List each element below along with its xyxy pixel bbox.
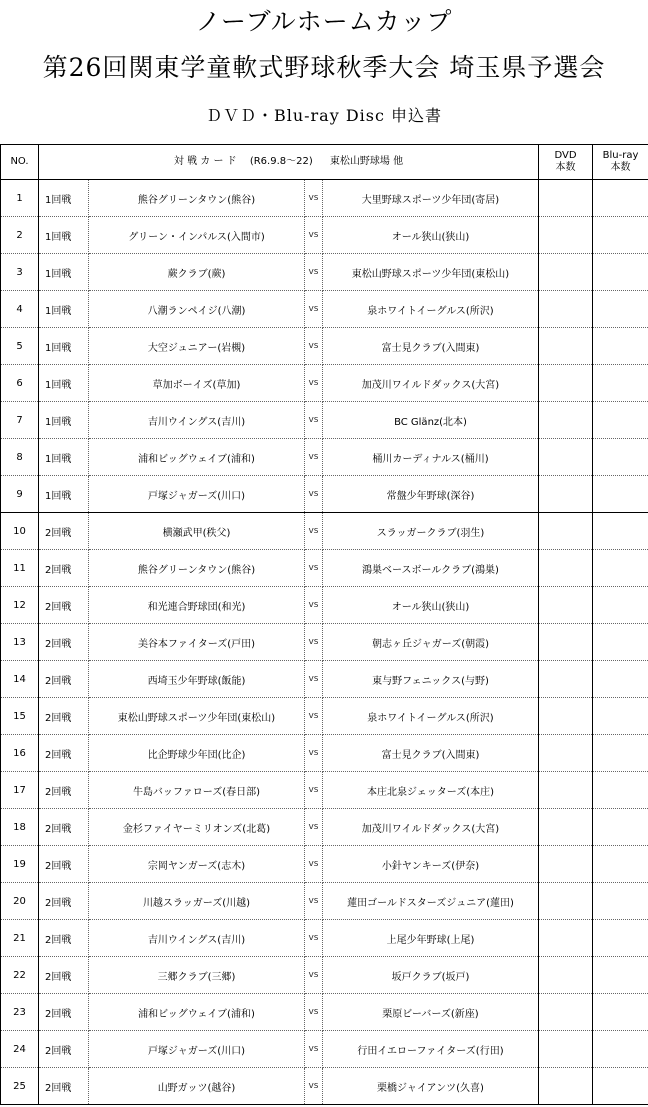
table-row [1, 402, 648, 439]
row-vs: vs [305, 883, 323, 920]
row-round: 1回戦 [39, 402, 89, 439]
table-row [1, 217, 648, 254]
form-name: ＤＶＤ・Blu-ray Disc 申込書 [205, 106, 443, 125]
row-away-team: 本庄北泉ジェッターズ(本庄) [323, 772, 539, 809]
row-home-team: 吉川ウイングス(吉川) [89, 920, 305, 957]
row-home-team: 戸塚ジャガーズ(川口) [89, 1031, 305, 1068]
row-vs: vs [305, 698, 323, 735]
row-number: 13 [1, 624, 39, 661]
table-row [1, 994, 648, 1031]
row-round: 2回戦 [39, 809, 89, 846]
header-bluray [593, 145, 648, 180]
row-vs: vs [305, 624, 323, 661]
row-vs: vs [305, 217, 323, 254]
row-number: 10 [1, 513, 39, 550]
table-row [1, 920, 648, 957]
dvd-quantity-cell[interactable] [539, 883, 593, 920]
table-row [1, 846, 648, 883]
header-match-label: 対 戦 カ ー ド [173, 156, 237, 167]
table-row [1, 624, 648, 661]
row-round: 1回戦 [39, 439, 89, 476]
row-away-team: 桶川カーディナルス(桶川) [323, 439, 539, 476]
table-row [1, 180, 648, 217]
page-title: ノーブルホームカップ [195, 7, 453, 36]
row-vs: vs [305, 846, 323, 883]
row-round: 2回戦 [39, 513, 89, 550]
page-subtitle: 第26回関東学童軟式野球秋季大会 埼玉県予選会 [42, 53, 606, 82]
row-home-team: 浦和ビッグウェイブ(浦和) [89, 994, 305, 1031]
row-number: 11 [1, 550, 39, 587]
row-number: 25 [1, 1068, 39, 1105]
row-number: 17 [1, 772, 39, 809]
dvd-quantity-cell[interactable] [539, 735, 593, 772]
table-row [1, 735, 648, 772]
row-away-team: 蓮田ゴールドスターズジュニア(蓮田) [323, 883, 539, 920]
row-round: 2回戦 [39, 1068, 89, 1105]
dvd-quantity-cell[interactable] [539, 624, 593, 661]
bluray-quantity-cell[interactable] [593, 217, 648, 254]
row-away-team: 東与野フェニックス(与野) [323, 661, 539, 698]
dvd-quantity-cell[interactable] [539, 328, 593, 365]
row-number: 7 [1, 402, 39, 439]
row-round: 2回戦 [39, 846, 89, 883]
dvd-quantity-cell[interactable] [539, 402, 593, 439]
row-away-team: スラッガークラブ(羽生) [323, 513, 539, 550]
row-away-team: 富士見クラブ(入間東) [323, 735, 539, 772]
table-row [1, 957, 648, 994]
header-bluray-line1: Blu-ray [602, 150, 639, 161]
dvd-quantity-cell[interactable] [539, 846, 593, 883]
row-number: 16 [1, 735, 39, 772]
dvd-quantity-cell[interactable] [539, 1068, 593, 1105]
table-row [1, 698, 648, 735]
row-away-team: 加茂川ワイルドダックス(大宮) [323, 365, 539, 402]
table-row [1, 809, 648, 846]
dvd-quantity-cell[interactable] [539, 698, 593, 735]
row-home-team: 戸塚ジャガーズ(川口) [89, 476, 305, 513]
row-round: 1回戦 [39, 254, 89, 291]
row-home-team: 東松山野球スポーツ少年団(東松山) [89, 698, 305, 735]
row-round: 2回戦 [39, 1031, 89, 1068]
row-number: 15 [1, 698, 39, 735]
row-number: 1 [1, 180, 39, 217]
row-vs: vs [305, 180, 323, 217]
bluray-quantity-cell[interactable] [593, 846, 648, 883]
header-dvd [539, 145, 593, 180]
row-vs: vs [305, 772, 323, 809]
bluray-quantity-cell[interactable] [593, 513, 648, 550]
row-vs: vs [305, 735, 323, 772]
row-home-team: グリーン・インパルス(入間市) [89, 217, 305, 254]
row-round: 2回戦 [39, 883, 89, 920]
row-vs: vs [305, 1031, 323, 1068]
table-row [1, 1068, 648, 1105]
bluray-quantity-cell[interactable] [593, 994, 648, 1031]
row-round: 2回戦 [39, 920, 89, 957]
row-number: 5 [1, 328, 39, 365]
row-vs: vs [305, 402, 323, 439]
row-home-team: 熊谷グリーンタウン(熊谷) [89, 180, 305, 217]
row-away-team: 加茂川ワイルドダックス(大宮) [323, 809, 539, 846]
row-home-team: 川越スラッガーズ(川越) [89, 883, 305, 920]
bluray-quantity-cell[interactable] [593, 957, 648, 994]
row-number: 14 [1, 661, 39, 698]
dvd-quantity-cell[interactable] [539, 920, 593, 957]
row-home-team: 蕨クラブ(蕨) [89, 254, 305, 291]
table-header-row [1, 145, 648, 180]
row-home-team: 宗岡ヤンガーズ(志木) [89, 846, 305, 883]
dvd-quantity-cell[interactable] [539, 1031, 593, 1068]
table-row [1, 513, 648, 550]
row-vs: vs [305, 994, 323, 1031]
row-away-team: 泉ホワイトイーグルス(所沢) [323, 698, 539, 735]
row-home-team: 草加ボーイズ(草加) [89, 365, 305, 402]
header-venue: 東松山野球場 他 [329, 156, 404, 167]
row-away-team: 東松山野球スポーツ少年団(東松山) [323, 254, 539, 291]
row-number: 23 [1, 994, 39, 1031]
row-away-team: オール狭山(狭山) [323, 587, 539, 624]
row-away-team: 富士見クラブ(入間東) [323, 328, 539, 365]
row-round: 2回戦 [39, 587, 89, 624]
bluray-quantity-cell[interactable] [593, 735, 648, 772]
row-away-team: 鴻巣ベースボールクラブ(鴻巣) [323, 550, 539, 587]
table-row [1, 550, 648, 587]
dvd-quantity-cell[interactable] [539, 217, 593, 254]
table-row [1, 254, 648, 291]
row-vs: vs [305, 1068, 323, 1105]
row-away-team: 栗橋ジャイアンツ(久喜) [323, 1068, 539, 1105]
row-vs: vs [305, 476, 323, 513]
header-match [39, 145, 539, 180]
row-away-team: 栗原ビーバーズ(新座) [323, 994, 539, 1031]
row-home-team: 牛島バッファローズ(春日部) [89, 772, 305, 809]
row-round: 1回戦 [39, 217, 89, 254]
bluray-quantity-cell[interactable] [593, 661, 648, 698]
dvd-quantity-cell[interactable] [539, 809, 593, 846]
bluray-quantity-cell[interactable] [593, 698, 648, 735]
bluray-quantity-cell[interactable] [593, 254, 648, 291]
bluray-quantity-cell[interactable] [593, 920, 648, 957]
table-row [1, 661, 648, 698]
table-row [1, 291, 648, 328]
row-number: 6 [1, 365, 39, 402]
dvd-quantity-cell[interactable] [539, 587, 593, 624]
bluray-quantity-cell[interactable] [593, 365, 648, 402]
bluray-quantity-cell[interactable] [593, 402, 648, 439]
dvd-quantity-cell[interactable] [539, 661, 593, 698]
row-number: 4 [1, 291, 39, 328]
bluray-quantity-cell[interactable] [593, 476, 648, 513]
dvd-quantity-cell[interactable] [539, 291, 593, 328]
row-vs: vs [305, 291, 323, 328]
bluray-quantity-cell[interactable] [593, 1031, 648, 1068]
row-number: 18 [1, 809, 39, 846]
header-dvd-line1: DVD [554, 150, 577, 161]
row-number: 19 [1, 846, 39, 883]
row-round: 1回戦 [39, 476, 89, 513]
dvd-quantity-cell[interactable] [539, 180, 593, 217]
row-vs: vs [305, 661, 323, 698]
row-round: 2回戦 [39, 957, 89, 994]
row-home-team: 八潮ランペイジ(八潮) [89, 291, 305, 328]
bluray-quantity-cell[interactable] [593, 587, 648, 624]
row-home-team: 三郷クラブ(三郷) [89, 957, 305, 994]
row-round: 2回戦 [39, 624, 89, 661]
row-round: 1回戦 [39, 291, 89, 328]
bluray-quantity-cell[interactable] [593, 883, 648, 920]
dvd-quantity-cell[interactable] [539, 772, 593, 809]
row-number: 20 [1, 883, 39, 920]
row-number: 9 [1, 476, 39, 513]
row-number: 2 [1, 217, 39, 254]
row-home-team: 山野ガッツ(越谷) [89, 1068, 305, 1105]
row-home-team: 大空ジュニアー(岩槻) [89, 328, 305, 365]
header-bluray-line2: 本数 [610, 162, 631, 173]
order-table [0, 144, 648, 1105]
dvd-quantity-cell[interactable] [539, 476, 593, 513]
row-number: 24 [1, 1031, 39, 1068]
row-home-team: 金杉ファイヤーミリオンズ(北葛) [89, 809, 305, 846]
bluray-quantity-cell[interactable] [593, 624, 648, 661]
row-number: 21 [1, 920, 39, 957]
table-row [1, 328, 648, 365]
row-vs: vs [305, 513, 323, 550]
header-no: NO. [1, 145, 39, 180]
bluray-quantity-cell[interactable] [593, 439, 648, 476]
table-body [1, 180, 648, 1105]
row-number: 8 [1, 439, 39, 476]
row-round: 2回戦 [39, 772, 89, 809]
row-home-team: 浦和ビッグウェイブ(浦和) [89, 439, 305, 476]
bluray-quantity-cell[interactable] [593, 550, 648, 587]
table-row [1, 883, 648, 920]
row-vs: vs [305, 587, 323, 624]
bluray-quantity-cell[interactable] [593, 772, 648, 809]
bluray-quantity-cell[interactable] [593, 180, 648, 217]
row-vs: vs [305, 365, 323, 402]
row-round: 1回戦 [39, 365, 89, 402]
row-away-team: オール狭山(狭山) [323, 217, 539, 254]
table-row [1, 1031, 648, 1068]
row-away-team: 行田イエローファイターズ(行田) [323, 1031, 539, 1068]
row-number: 22 [1, 957, 39, 994]
row-away-team: 大里野球スポーツ少年団(寄居) [323, 180, 539, 217]
dvd-quantity-cell[interactable] [539, 365, 593, 402]
header-dvd-line2: 本数 [555, 162, 576, 173]
row-home-team: 美谷本ファイターズ(戸田) [89, 624, 305, 661]
row-away-team: 朝志ヶ丘ジャガーズ(朝霞) [323, 624, 539, 661]
row-vs: vs [305, 920, 323, 957]
row-vs: vs [305, 254, 323, 291]
bluray-quantity-cell[interactable] [593, 1068, 648, 1105]
table-row [1, 587, 648, 624]
row-vs: vs [305, 957, 323, 994]
dvd-quantity-cell[interactable] [539, 513, 593, 550]
row-round: 1回戦 [39, 180, 89, 217]
row-home-team: 和光連合野球団(和光) [89, 587, 305, 624]
row-away-team: 上尾少年野球(上尾) [323, 920, 539, 957]
row-vs: vs [305, 550, 323, 587]
row-vs: vs [305, 439, 323, 476]
row-round: 2回戦 [39, 994, 89, 1031]
row-away-team: 小針ヤンキーズ(伊奈) [323, 846, 539, 883]
bluray-quantity-cell[interactable] [593, 328, 648, 365]
row-home-team: 西埼玉少年野球(飯能) [89, 661, 305, 698]
row-away-team: BC Glänz(北本) [323, 402, 539, 439]
row-away-team: 坂戸クラブ(坂戸) [323, 957, 539, 994]
dvd-quantity-cell[interactable] [539, 254, 593, 291]
row-round: 2回戦 [39, 698, 89, 735]
table-row [1, 365, 648, 402]
row-round: 2回戦 [39, 661, 89, 698]
row-round: 1回戦 [39, 328, 89, 365]
bluray-quantity-cell[interactable] [593, 809, 648, 846]
table-row [1, 476, 648, 513]
row-home-team: 横瀬武甲(秩父) [89, 513, 305, 550]
row-away-team: 泉ホワイトイーグルス(所沢) [323, 291, 539, 328]
row-vs: vs [305, 328, 323, 365]
row-home-team: 吉川ウイングス(吉川) [89, 402, 305, 439]
row-number: 12 [1, 587, 39, 624]
table-row [1, 439, 648, 476]
row-away-team: 常盤少年野球(深谷) [323, 476, 539, 513]
row-number: 3 [1, 254, 39, 291]
dvd-quantity-cell[interactable] [539, 439, 593, 476]
header-dates: (R6.9.8～22) [249, 156, 313, 167]
row-vs: vs [305, 809, 323, 846]
row-round: 2回戦 [39, 735, 89, 772]
row-home-team: 比企野球少年団(比企) [89, 735, 305, 772]
row-home-team: 熊谷グリーンタウン(熊谷) [89, 550, 305, 587]
dvd-quantity-cell[interactable] [539, 550, 593, 587]
dvd-quantity-cell[interactable] [539, 957, 593, 994]
row-round: 2回戦 [39, 550, 89, 587]
dvd-quantity-cell[interactable] [539, 994, 593, 1031]
bluray-quantity-cell[interactable] [593, 291, 648, 328]
table-row [1, 772, 648, 809]
